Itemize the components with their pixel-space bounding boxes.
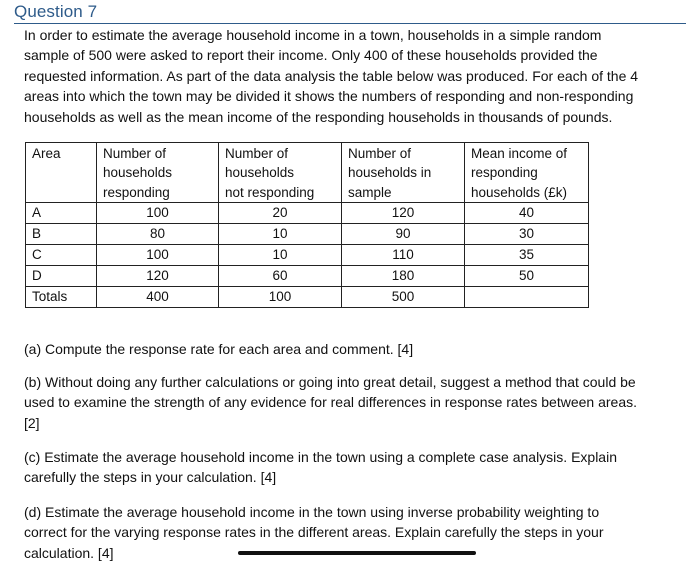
part-line: carefully the steps in your calculation. [4] [24,469,277,486]
home-indicator-bar[interactable] [238,551,476,555]
part-line: used to examine the strength of any evidence for real differences in response rates between areas. [24,394,637,411]
table-row [26,266,589,287]
part-a [24,339,692,359]
table-cell: 10 [219,224,342,245]
table-cell: Totals [26,287,97,308]
table-cell: C [26,245,97,266]
header-line: Number of [225,146,289,161]
table-row [26,203,589,224]
header-line: households [103,165,173,181]
intro-line: areas into which the town may be divided it shows the numbers of responding and non-responding [24,88,634,105]
part-line: (c) Estimate the average household income in the town using a complete case analysis. Explain [24,449,617,465]
title-divider [14,23,686,24]
header-line: not responding [225,184,315,200]
part-line: [2] [24,414,40,431]
table-cell [465,287,589,308]
part-line: calculation. [4] [24,544,114,561]
header-line: sample [348,184,392,200]
part-c [24,447,692,488]
intro-line: households as well as the mean income of the responding households in thousands of pounds. [24,108,613,125]
table-cell: B [26,224,97,245]
table-cell: 60 [219,266,342,287]
header-line: responding [103,184,170,200]
table-cell: 35 [465,245,589,266]
table-cell: 100 [97,203,219,224]
table-cell: 120 [97,266,219,287]
table-cell: 500 [342,287,465,308]
header-line: households [225,165,295,181]
table-row [26,245,589,266]
header-not-responding [219,143,342,203]
part-line: correct for the varying response rates in the different areas. Explain carefully the steps in your [24,524,604,541]
table-cell: 180 [342,266,465,287]
table-cell: 20 [219,203,342,224]
header-line: Number of [348,146,412,161]
header-line: households (£k) [471,184,568,200]
intro-line: sample of 500 were asked to report their income. Only 400 of these households provided the [24,47,598,64]
response-table [25,142,589,308]
question-title: Question 7 [14,2,98,21]
part-line: (b) Without doing any further calculations or going into great detail, suggest a method that could be [24,374,636,390]
header-mean-income [465,143,589,203]
intro-line: In order to estimate the average household income in a town, households in a simple random [24,27,602,43]
header-line: Number of [103,146,167,161]
table-cell: 50 [465,266,589,287]
table-cell: A [26,203,97,224]
table-cell: 80 [97,224,219,245]
header-line: Area [32,146,61,161]
header-responding [97,143,219,203]
part-line: (a) Compute the response rate for each area and comment. [4] [24,341,414,357]
part-b [24,372,692,433]
question-intro [24,25,692,127]
header-line: households in [348,165,432,181]
header-line: Mean income of [471,146,568,161]
table-cell: 90 [342,224,465,245]
table-row [26,224,589,245]
intro-line: requested information. As part of the data analysis the table below was produced. For each of the 4 [24,67,639,84]
table-cell: 10 [219,245,342,266]
table-cell: 120 [342,203,465,224]
header-line: responding [471,165,538,181]
table-cell: 400 [97,287,219,308]
table-cell: 100 [219,287,342,308]
table-totals-row [26,287,589,308]
header-sample [342,143,465,203]
part-line: (d) Estimate the average household income in the town using inverse probability weighting to [24,504,600,520]
table-header-row [26,143,589,203]
table-cell: D [26,266,97,287]
table-cell: 30 [465,224,589,245]
table-cell: 110 [342,245,465,266]
table-cell: 40 [465,203,589,224]
header-area [26,143,97,203]
table-cell: 100 [97,245,219,266]
